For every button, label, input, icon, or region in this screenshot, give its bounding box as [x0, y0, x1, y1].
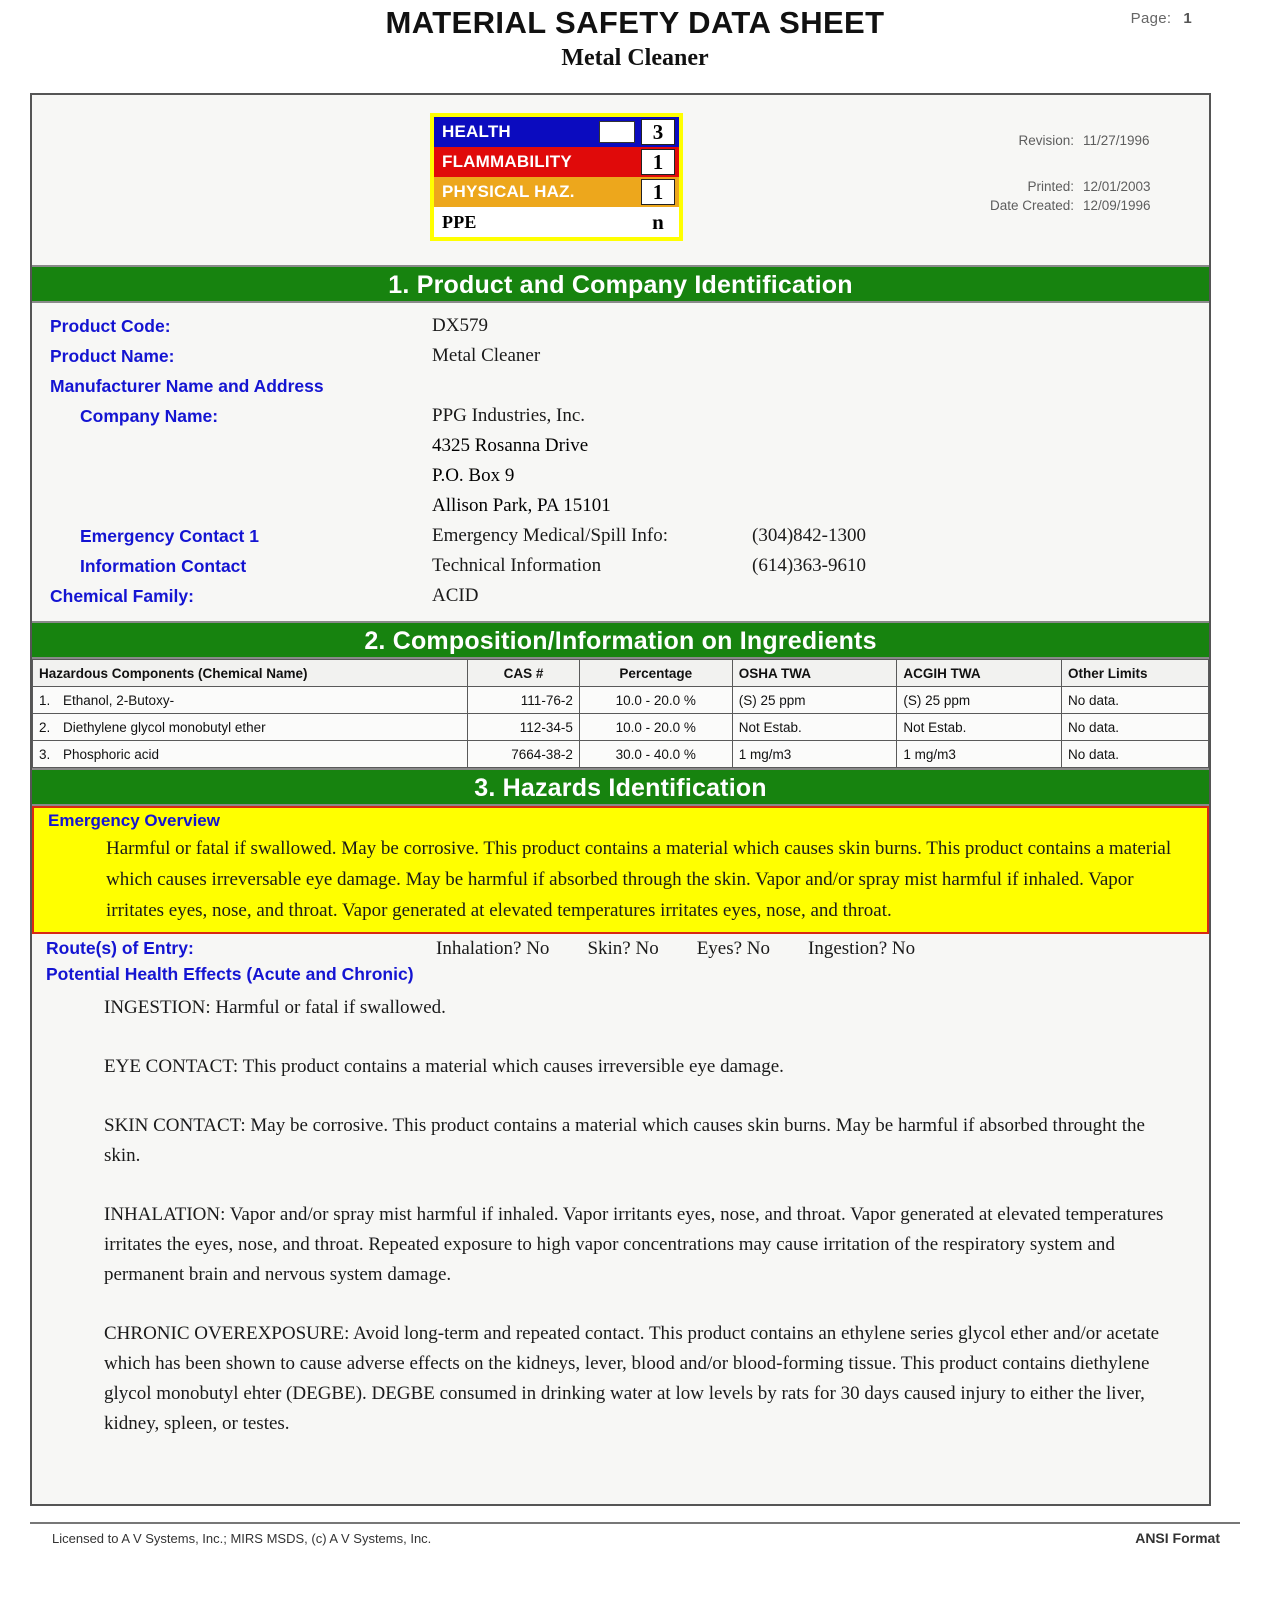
printed-date-row [861, 179, 1191, 194]
emergency-overview-label: Emergency Overview [48, 811, 220, 830]
cell-percentage: 10.0 - 20.0 % [579, 687, 732, 714]
address-line-1: 4325 Rosanna Drive [432, 435, 589, 456]
address-line-2: P.O. Box 9 [432, 465, 515, 486]
cell-osha-twa: Not Estab. [732, 714, 897, 741]
product-code-row [32, 311, 1209, 341]
product-name-value: Metal Cleaner [432, 345, 541, 366]
cell-percentage: 30.0 - 40.0 % [579, 741, 732, 768]
composition-table [32, 659, 1209, 768]
column-header-chemical-name: Hazardous Components (Chemical Name) [33, 660, 468, 687]
page-number-label: Page: [1130, 10, 1172, 27]
document-footer [30, 1522, 1240, 1546]
printed-date-label: Printed: [1027, 179, 1074, 194]
emergency-overview-text: Harmful or fatal if swallowed. May be corrosive. This product contains a material which causes skin burns. This product contains a material which causes irreversable eye damage. May be harmful if absorbed through the skin. Vapor and/or spray mist harmful if inhaled. Vapor irritates eyes, nose, and throat. Vapor generated at elevated temperatures irritates eyes, nose, and throat. [106, 838, 1172, 921]
chemical-name-text: Ethanol, 2-Butoxy- [63, 692, 175, 708]
composition-table-header-row [33, 660, 1209, 687]
dates-spacer [861, 152, 1191, 179]
table-row [33, 687, 1209, 714]
emergency-contact-phone: (304)842-1300 [752, 525, 866, 546]
msds-sheet-frame [30, 93, 1211, 1506]
footer-format-label: ANSI Format [1135, 1530, 1220, 1546]
cell-chemical-name [33, 714, 468, 741]
routes-of-entry-values [436, 938, 953, 960]
hmis-row-physical-hazard [434, 177, 679, 207]
hmis-physical-label: PHYSICAL HAZ. [442, 182, 575, 201]
column-header-other-limits: Other Limits [1061, 660, 1208, 687]
company-name-row [32, 401, 1209, 431]
hmis-hazard-rating-box [430, 113, 683, 241]
company-name-value: PPG Industries, Inc. [432, 405, 586, 426]
column-header-percentage: Percentage [579, 660, 732, 687]
page-subtitle: Metal Cleaner [561, 45, 709, 71]
hmis-flammability-value: 1 [641, 149, 675, 175]
address-line-3: Allison Park, PA 15101 [432, 495, 611, 516]
chemical-family-row [32, 581, 1209, 611]
document-header [0, 0, 1270, 86]
product-name-label: Product Name: [50, 346, 175, 366]
product-name-row [32, 341, 1209, 371]
emergency-overview-box [32, 806, 1209, 934]
chemical-family-label: Chemical Family: [50, 586, 194, 606]
cell-other-limits: No data. [1061, 714, 1208, 741]
row-index: 3. [39, 746, 51, 762]
page-title: MATERIAL SAFETY DATA SHEET [385, 5, 885, 40]
information-contact-label: Information Contact [80, 556, 247, 576]
table-row [33, 741, 1209, 768]
cell-cas: 7664-38-2 [468, 741, 580, 768]
emergency-contact-value: Emergency Medical/Spill Info: [432, 525, 669, 546]
row-index: 1. [39, 692, 51, 708]
health-effects-list [32, 987, 1209, 1439]
routes-of-entry-label: Route(s) of Entry: [46, 938, 194, 958]
printed-date-value: 12/01/2003 [1083, 179, 1151, 194]
hmis-ppe-value: n [652, 209, 664, 234]
created-date-label: Date Created: [989, 198, 1074, 213]
route-eyes: Eyes? No [696, 938, 771, 959]
effect-inhalation: INHALATION: Vapor and/or spray mist harmful if inhaled. Vapor irritants eyes, nose, and throat. Vapor generated at elevated temperatures irritates the eyes, nose, and throat. Repeated exposure to high vapor concentrations may cause irritation of the respiratory system and permanent brain and nervous system damage. [104, 1204, 1164, 1285]
route-ingestion: Ingestion? No [808, 938, 916, 959]
hmis-and-dates-zone [32, 95, 1209, 265]
hmis-ppe-label: PPE [442, 212, 477, 232]
row-index: 2. [39, 719, 51, 735]
product-code-label: Product Code: [50, 316, 171, 336]
manufacturer-heading-row [32, 371, 1209, 401]
column-header-osha-twa: OSHA TWA [732, 660, 897, 687]
product-code-value: DX579 [432, 315, 488, 336]
page-number-value: 1 [1183, 10, 1192, 27]
revision-date-label: Revision: [1018, 133, 1074, 148]
page-number-indicator [1131, 10, 1192, 27]
cell-acgih-twa: Not Estab. [897, 714, 1062, 741]
effect-skin-contact: SKIN CONTACT: May be corrosive. This product contains a material which causes skin burns. May be harmful if absorbed throught the skin. [104, 1115, 1145, 1166]
company-name-label: Company Name: [80, 406, 219, 426]
route-inhalation: Inhalation? No [436, 938, 550, 959]
information-contact-value: Technical Information [432, 555, 602, 576]
section-3-heading: 3. Hazards Identification [32, 768, 1209, 806]
manufacturer-label: Manufacturer Name and Address [50, 376, 324, 396]
cell-osha-twa: (S) 25 ppm [732, 687, 897, 714]
hmis-physical-value: 1 [641, 179, 675, 205]
hmis-flammability-label: FLAMMABILITY [442, 152, 572, 171]
section-1-heading: 1. Product and Company Identification [32, 265, 1209, 303]
hmis-health-label: HEALTH [442, 122, 511, 141]
potential-health-effects-label: Potential Health Effects (Acute and Chronic) [46, 964, 414, 984]
created-date-value: 12/09/1996 [1083, 198, 1151, 213]
cell-cas: 111-76-2 [468, 687, 580, 714]
hmis-row-flammability [434, 147, 679, 177]
revision-date-row [861, 133, 1191, 148]
routes-of-entry-row [32, 934, 1209, 960]
route-skin: Skin? No [587, 938, 659, 959]
cell-chemical-name [33, 741, 468, 768]
section-1-body [32, 303, 1209, 621]
created-date-row [861, 198, 1191, 213]
cell-acgih-twa: (S) 25 ppm [897, 687, 1062, 714]
effect-ingestion: INGESTION: Harmful or fatal if swallowed. [104, 997, 446, 1018]
chemical-family-value: ACID [432, 585, 479, 606]
chemical-name-text: Diethylene glycol monobutyl ether [63, 719, 266, 735]
column-header-acgih-twa: ACGIH TWA [897, 660, 1062, 687]
effect-eye-contact: EYE CONTACT: This product contains a material which causes irreversible eye damage. [104, 1056, 784, 1077]
column-header-cas: CAS # [468, 660, 580, 687]
information-contact-row [32, 551, 1209, 581]
cell-other-limits: No data. [1061, 741, 1208, 768]
document-dates [861, 133, 1191, 217]
cell-acgih-twa: 1 mg/m3 [897, 741, 1062, 768]
table-row [33, 714, 1209, 741]
hmis-health-chronic-chip [599, 121, 635, 143]
effect-chronic-overexposure: CHRONIC OVEREXPOSURE: Avoid long-term and repeated contact. This product contains an ethylene series glycol ether and/or acetate which has been shown to cause adverse effects on the kidneys, lever, blood and/or blood-forming tissue. This product contains diethylene glycol monobutyl ehter (DEGBE). DEGBE consumed in drinking water at low levels by rats for 30 days caused injury to either the liver, kidney, spleen, or testes. [104, 1323, 1160, 1434]
information-contact-phone: (614)363-9610 [752, 555, 866, 576]
hmis-row-health [434, 117, 679, 147]
revision-date-value: 11/27/1996 [1083, 133, 1150, 148]
cell-chemical-name [33, 687, 468, 714]
section-2-heading: 2. Composition/Information on Ingredients [32, 621, 1209, 659]
cell-other-limits: No data. [1061, 687, 1208, 714]
emergency-contact-row [32, 521, 1209, 551]
hmis-health-value: 3 [641, 119, 675, 145]
emergency-contact-label: Emergency Contact 1 [80, 526, 259, 546]
cell-cas: 112-34-5 [468, 714, 580, 741]
cell-osha-twa: 1 mg/m3 [732, 741, 897, 768]
cell-percentage: 10.0 - 20.0 % [579, 714, 732, 741]
hmis-row-ppe [434, 207, 679, 237]
chemical-name-text: Phosphoric acid [63, 746, 160, 762]
footer-license-text: Licensed to A V Systems, Inc.; MIRS MSDS, (c) A V Systems, Inc. [52, 1531, 432, 1546]
